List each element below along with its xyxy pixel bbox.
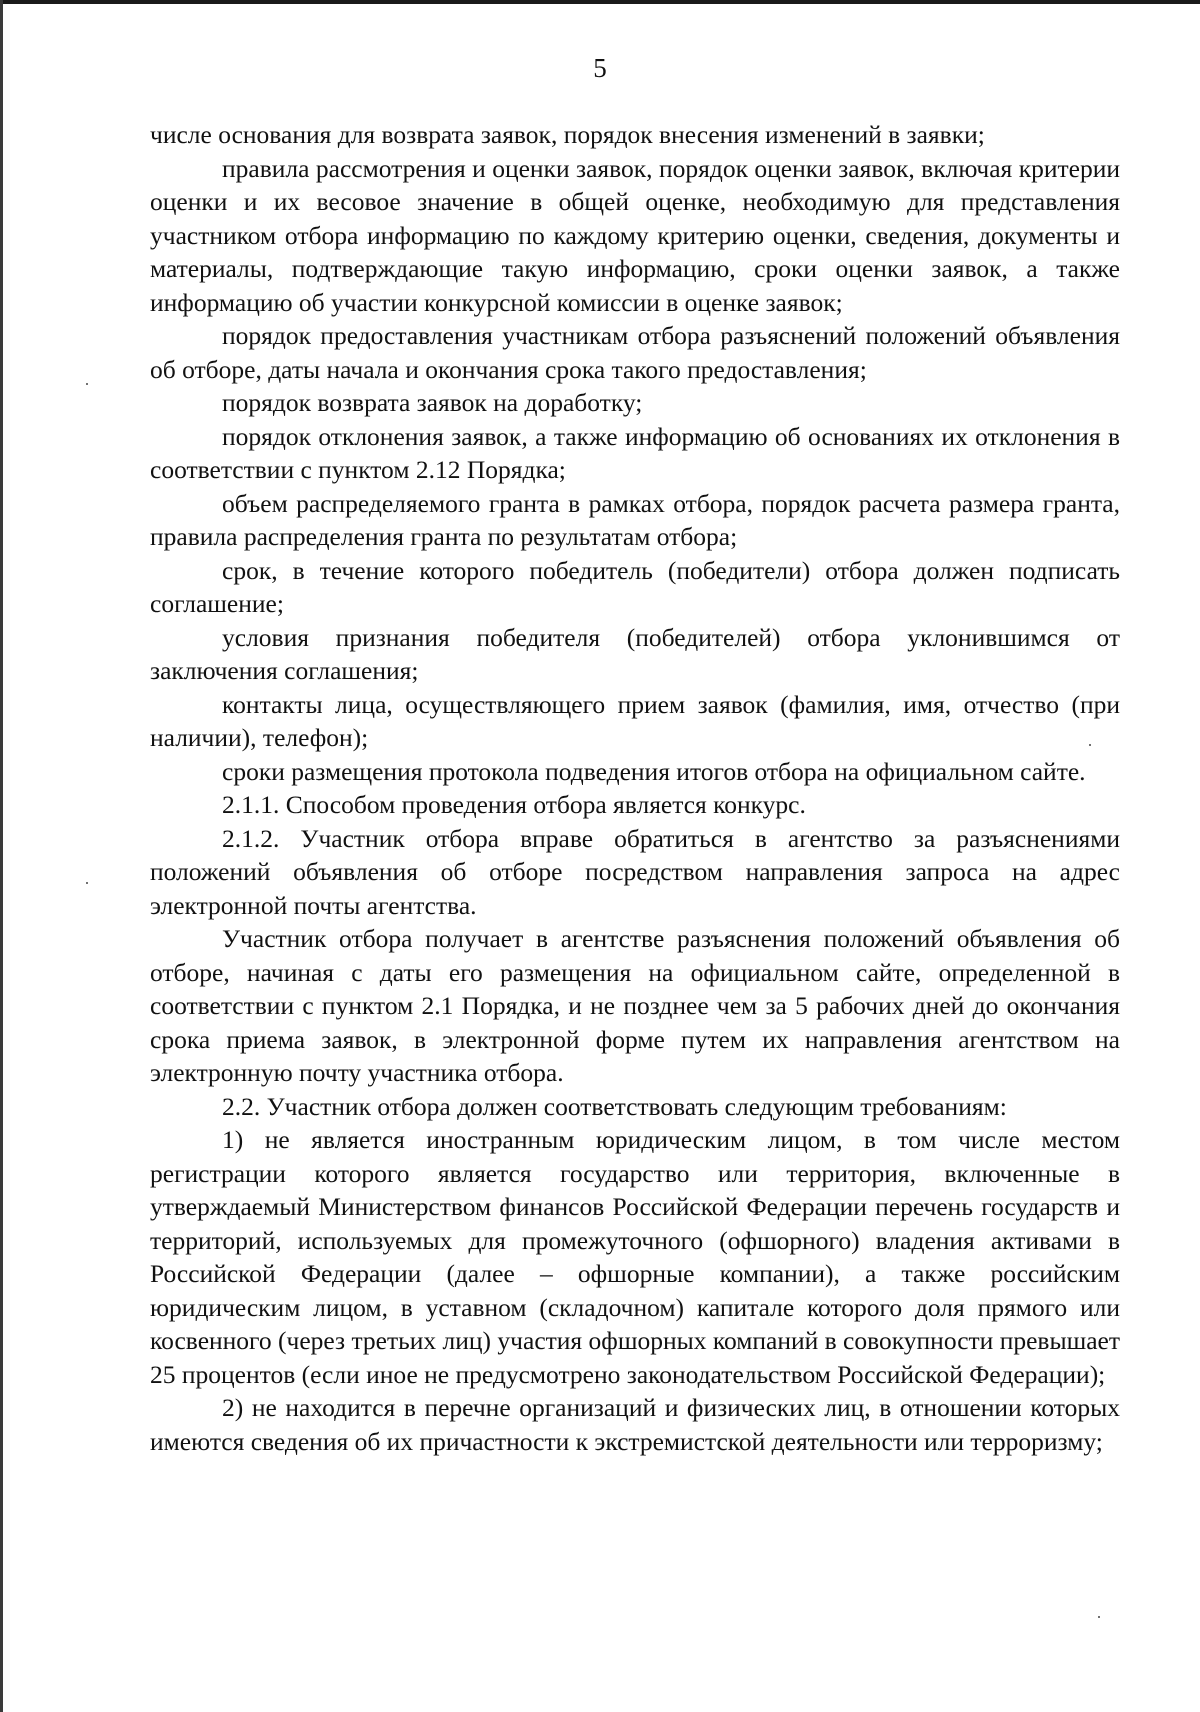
paragraph-2-1-2: 2.1.2. Участник отбора вправе обратиться в агентство за разъяснениями положений объявления об отборе посредством направления запроса на адрес электронной почты агентства.	[150, 823, 1120, 920]
paragraph-requirement-2: 2) не находится в перечне организаций и физических лиц, в отношении которых имеются сведения об их причастности к экстремистской деятельности или терроризму;	[150, 1393, 1120, 1456]
page-number: 5	[593, 53, 607, 83]
paragraph-evasion-conditions: условия признания победителя (победителей) отбора уклонившимся от заключения соглашения;	[150, 622, 1120, 685]
paragraph-grant-volume: объем распределяемого гранта в рамках отбора, порядок расчета размера гранта, правила распределения гранта по результатам отбора;	[150, 488, 1120, 551]
paragraph-continuation: числе основания для возврата заявок, порядок внесения изменений в заявки;	[150, 120, 985, 149]
paragraph-clarifications-procedure: порядок предоставления участникам отбора разъяснений положений объявления об отборе, даты начала и окончания срока такого предоставления;	[150, 321, 1120, 384]
scan-speck	[86, 383, 88, 385]
paragraph-contacts: контакты лица, осуществляющего прием заявок (фамилия, имя, отчество (при наличии), телефон);	[150, 689, 1120, 752]
scan-speck	[1089, 744, 1091, 746]
document-body	[150, 118, 1120, 1458]
paragraph-2-2: 2.2. Участник отбора должен соответствовать следующим требованиям:	[222, 1091, 1007, 1121]
scan-speck	[1098, 1616, 1100, 1618]
paragraph-evaluation-rules: правила рассмотрения и оценки заявок, порядок оценки заявок, включая критерии оценки и их весовое значение в общей оценке, необходимую для представления участником отбора информацию по каждому критерию оценки, сведения, документы и материалы, подтверждающие такую информацию, сроки оценки заявок, а также информацию об участии конкурсной комиссии в оценке заявок;	[150, 153, 1120, 317]
paragraph-2-1-1: 2.1.1. Способом проведения отбора является конкурс.	[222, 790, 806, 819]
paragraph-requirement-1: 1) не является иностранным юридическим лицом, в том числе местом регистрации которого является государство или территория, включенные в утверждаемый Министерством финансов Российской Федерации перечень государств и территорий, используемых для промежуточного (офшорного) владения активами в Российской Федерации (далее – офшорные компании), а также российским юридическим лицом, в уставном (складочном) капитале которого доля прямого или косвенного (через третьих лиц) участия офшорных компаний в совокупности превышает 25 процентов (если иное не предусмотрено законодательством Российской Федерации);	[150, 1125, 1120, 1389]
paragraph-agreement-deadline: срок, в течение которого победитель (победители) отбора должен подписать соглашение;	[150, 555, 1120, 618]
paragraph-return-for-revision: порядок возврата заявок на доработку;	[222, 388, 643, 417]
paragraph-rejection-procedure: порядок отклонения заявок, а также информацию об основаниях их отклонения в соответствии с пунктом 2.12 Порядка;	[150, 421, 1120, 484]
scan-speck	[86, 882, 88, 884]
scan-edge-top	[0, 0, 1200, 4]
paragraph-clarifications-receipt: Участник отбора получает в агентстве разъяснения положений объявления об отборе, начиная с даты его размещения на официальном сайте, определенной в соответствии с пунктом 2.1 Порядка, и не позднее чем за 5 рабочих дней до окончания срока приема заявок, в электронной форме путем их направления агентством на электронную почту участника отбора.	[150, 924, 1120, 1087]
paragraph-protocol-placement: сроки размещения протокола подведения итогов отбора на официальном сайте.	[222, 756, 1086, 786]
scan-edge-left	[0, 0, 3, 1712]
